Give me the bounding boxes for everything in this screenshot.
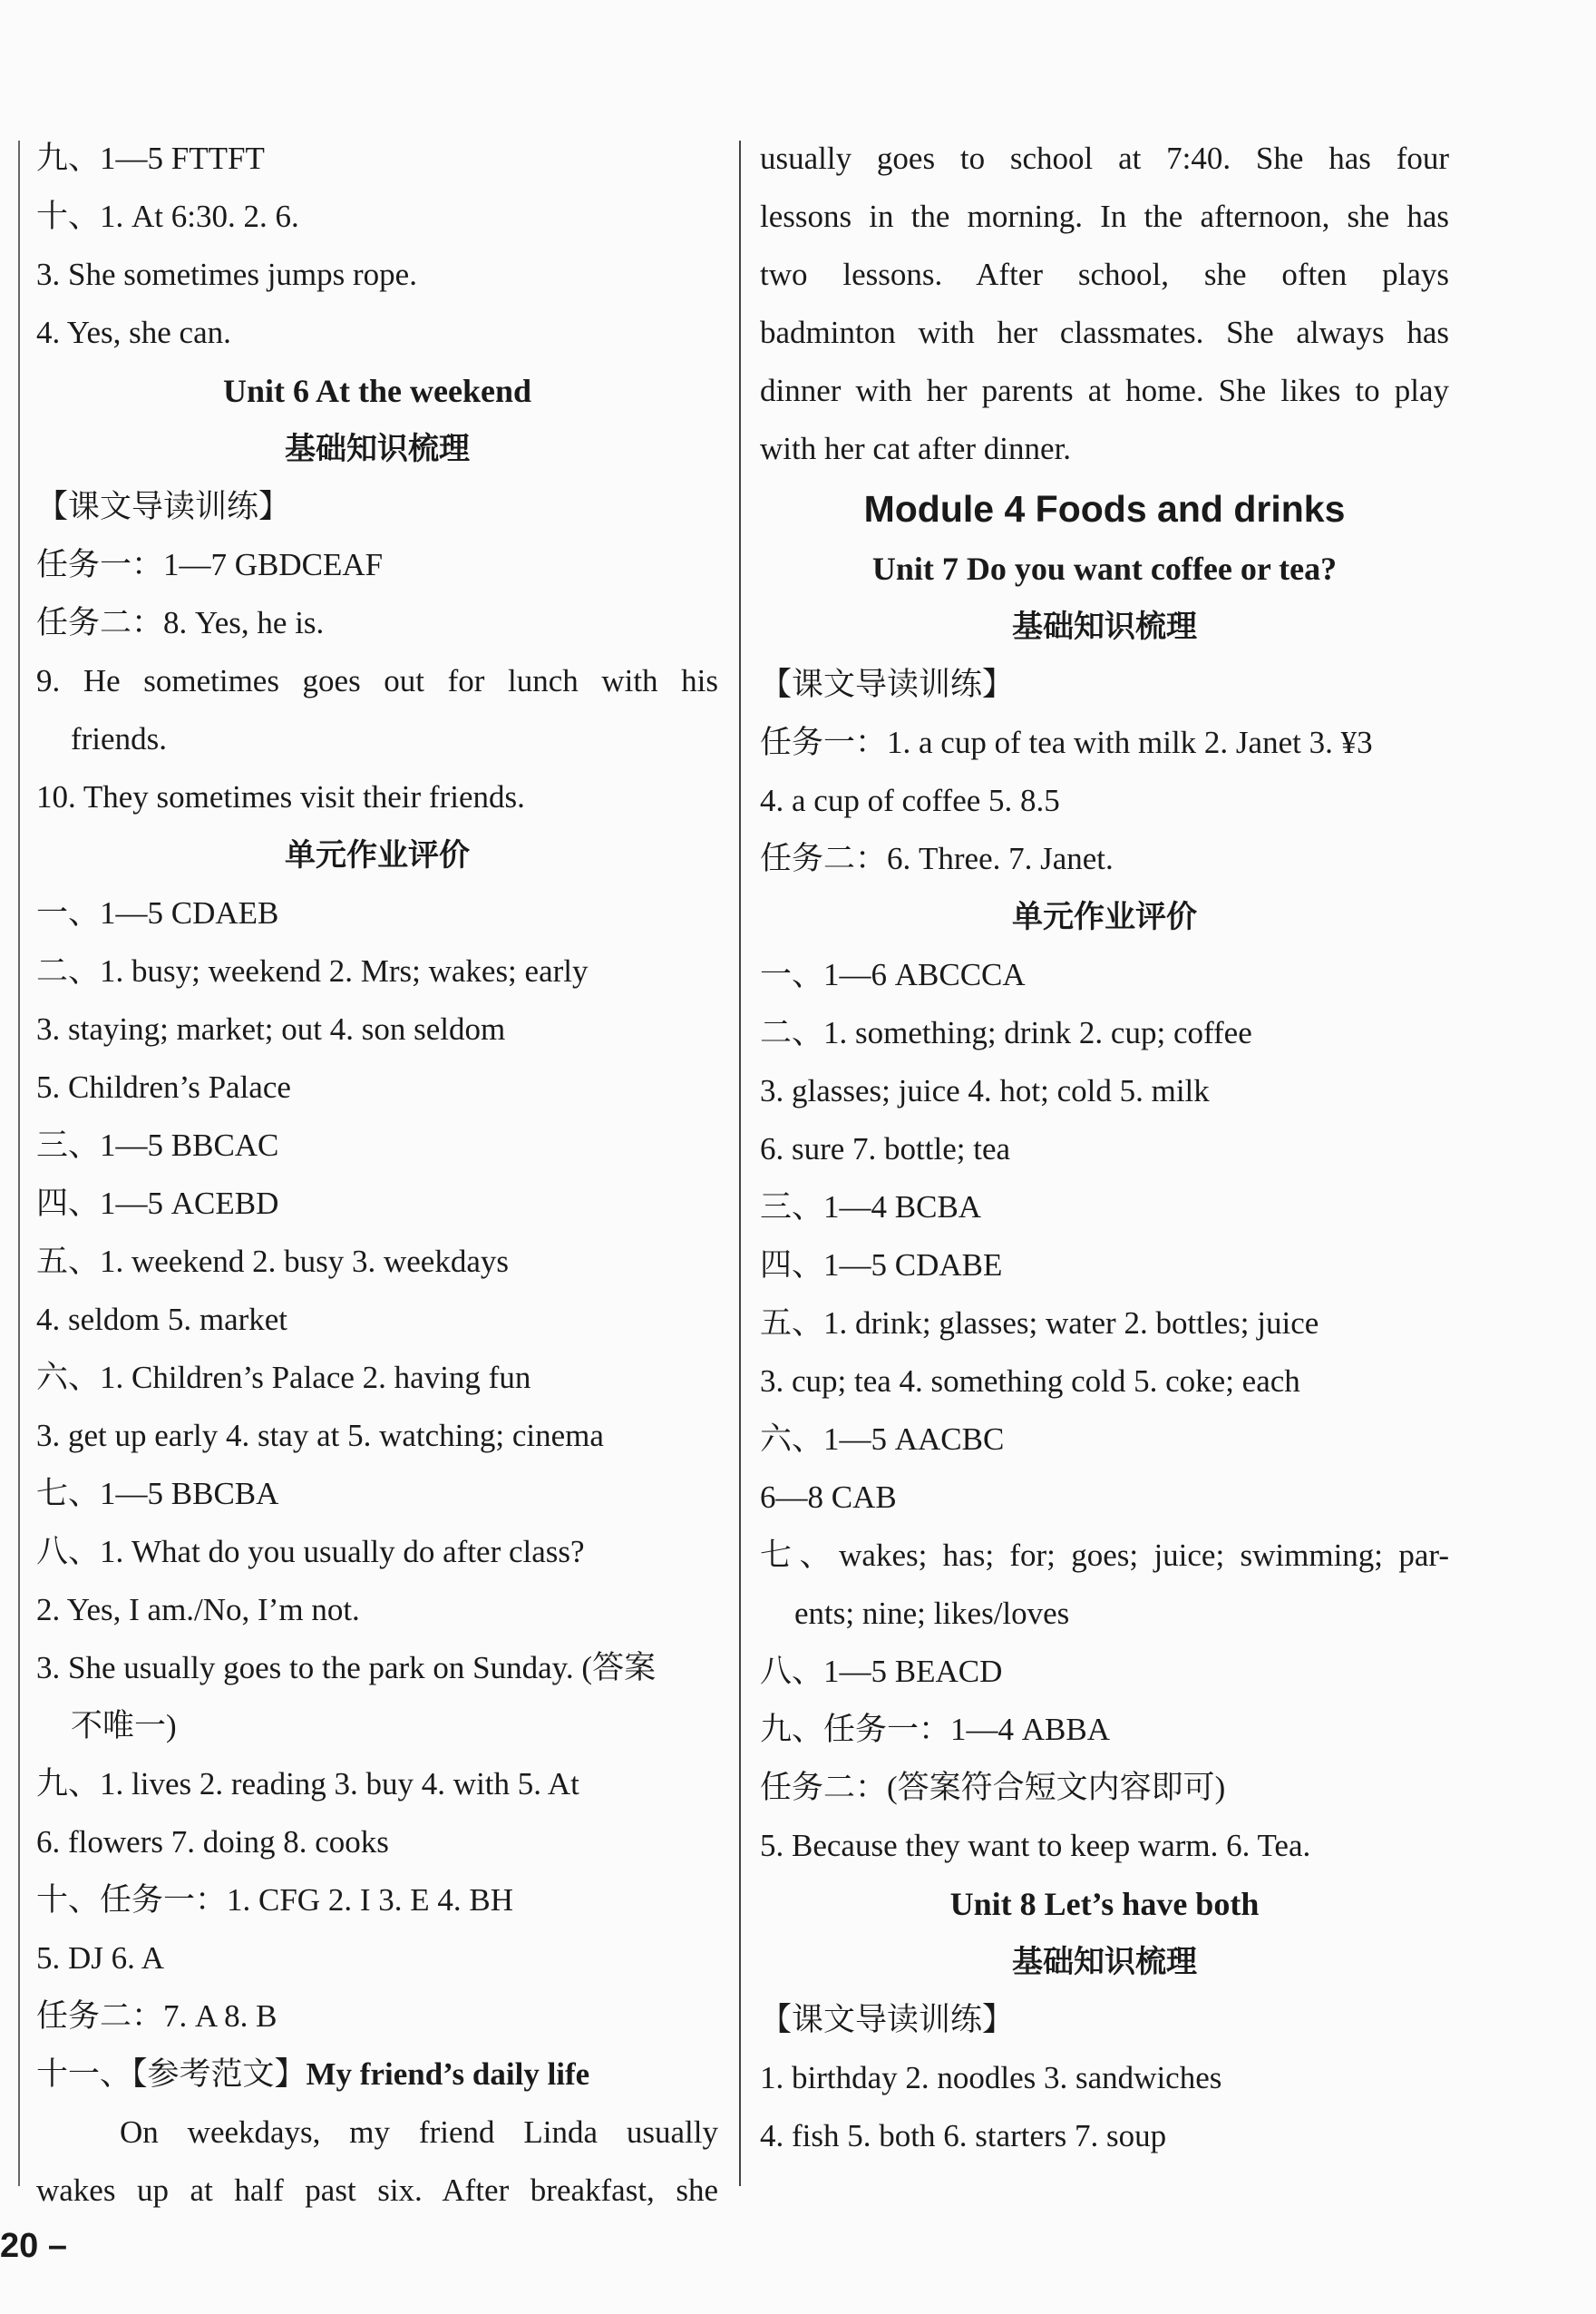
answer-line: 5. Children’s Palace [36, 1069, 291, 1105]
answer-line: 任务二：6. Three. 7. Janet. [760, 841, 1114, 876]
answer-line: 九、任务一：1—4 ABBA [760, 1712, 1110, 1747]
answer-line: 七、1—5 BBCBA [36, 1476, 279, 1511]
unit-7-heading: Unit 7 Do you want coffee or tea? [871, 551, 1338, 587]
answer-line: 任务二：7. A 8. B [36, 1998, 277, 2034]
answer-line: 七、wakes; has; for; goes; juice; swimming; par- [760, 1538, 1449, 1573]
section-heading-basic: 基础知识梳理 [285, 431, 470, 467]
answer-line: 四、1—5 ACEBD [36, 1186, 279, 1221]
answer-line: 3. She sometimes jumps rope. [36, 257, 417, 292]
module-4-heading: Module 4 Foods and drinks [863, 488, 1346, 530]
answer-line: 6. sure 7. bottle; tea [760, 1131, 1011, 1167]
answer-line: friends. [71, 721, 167, 757]
answer-line: 3. cup; tea 4. something cold 5. coke; each [760, 1363, 1300, 1399]
essay-line: two lessons. After school, she often plays [760, 257, 1449, 292]
answer-line: 5. Because they want to keep warm. 6. Tea. [760, 1828, 1311, 1863]
answer-line: 任务二：(答案符合短文内容即可) [760, 1770, 1226, 1805]
answer-line: ents; nine; likes/loves [794, 1596, 1070, 1631]
answer-line: 五、1. drink; glasses; water 2. bottles; juice [760, 1305, 1319, 1341]
section-heading-eval: 单元作业评价 [285, 837, 470, 874]
unit-6-heading: Unit 6 At the weekend [223, 373, 531, 409]
answer-line: 三、1—4 BCBA [760, 1189, 982, 1225]
answer-line: 四、1—5 CDABE [760, 1247, 1003, 1283]
answer-line: 十、1. At 6:30. 2. 6. [36, 199, 299, 234]
answer-line: 4. seldom 5. market [36, 1302, 288, 1337]
answer-line: 3. She usually goes to the park on Sunday. (答案 [36, 1650, 657, 1685]
essay-title: My friend’s daily life [306, 2056, 590, 2092]
answer-line: 2. Yes, I am./No, I’m not. [36, 1592, 360, 1627]
answer-line: 八、1. What do you usually do after class? [36, 1534, 585, 1569]
essay-line: lessons in the morning. In the afternoon, she has [760, 199, 1449, 234]
answer-line: 不唯一) [71, 1708, 177, 1743]
essay-heading [36, 2045, 718, 2104]
answer-line: 二、1. something; drink 2. cup; coffee [760, 1015, 1252, 1050]
answer-line: 5. DJ 6. A [36, 1940, 164, 1976]
essay-line: On weekdays, my friend Linda usually [120, 2114, 718, 2150]
section-heading-eval: 单元作业评价 [1012, 899, 1197, 935]
answer-line: 6—8 CAB [760, 1479, 897, 1515]
essay-prefix: 十一、【参考范文】 [36, 2056, 307, 2092]
answer-line: 3. glasses; juice 4. hot; cold 5. milk [760, 1073, 1210, 1108]
answer-line: 9. He sometimes goes out for lunch with his [36, 663, 718, 698]
essay-line: badminton with her classmates. She always has [760, 315, 1449, 350]
answer-line: 6. flowers 7. doing 8. cooks [36, 1824, 389, 1860]
answer-line: 九、1. lives 2. reading 3. buy 4. with 5. At [36, 1766, 579, 1801]
answer-line: 3. staying; market; out 4. son seldom [36, 1011, 506, 1047]
answer-line: 3. get up early 4. stay at 5. watching; cinema [36, 1418, 604, 1453]
answer-line: 4. a cup of coffee 5. 8.5 [760, 783, 1060, 818]
answer-line: 任务一：1—7 GBDCEAF [36, 547, 384, 582]
unit-8-heading: Unit 8 Let’s have both [949, 1886, 1260, 1922]
answer-line: 九、1—5 FTTFT [36, 141, 265, 176]
answer-line: 五、1. weekend 2. busy 3. weekdays [36, 1244, 510, 1279]
column-divider [739, 141, 741, 2186]
answer-line: 二、1. busy; weekend 2. Mrs; wakes; early [36, 953, 589, 989]
essay-line: with her cat after dinner. [760, 431, 1072, 466]
left-column [36, 130, 718, 2220]
section-label: 【课文导读训练】 [760, 2002, 1015, 2037]
essay-line: usually goes to school at 7:40. She has four [760, 141, 1449, 176]
page-number: 20 – [0, 2227, 67, 2265]
essay-line: wakes up at half past six. After breakfast, she [36, 2172, 718, 2208]
answer-line: 1. birthday 2. noodles 3. sandwiches [760, 2060, 1222, 2095]
section-heading-basic: 基础知识梳理 [1012, 1944, 1197, 1980]
answer-line: 八、1—5 BEACD [760, 1654, 1003, 1689]
answer-line: 任务二：8. Yes, he is. [36, 605, 325, 640]
section-heading-basic: 基础知识梳理 [1012, 609, 1197, 645]
answer-line: 一、1—5 CDAEB [36, 895, 279, 931]
answer-line: 10. They sometimes visit their friends. [36, 779, 525, 815]
essay-line: dinner with her parents at home. She likes to play [760, 373, 1449, 408]
answer-line: 任务一：1. a cup of tea with milk 2. Janet 3. ¥3 [760, 725, 1373, 760]
left-margin-rule [18, 141, 20, 2186]
right-column [760, 130, 1449, 2165]
section-label: 【课文导读训练】 [760, 667, 1015, 702]
answer-line: 一、1—6 ABCCCA [760, 957, 1026, 992]
answer-line: 六、1—5 AACBC [760, 1421, 1005, 1457]
answer-line: 4. fish 5. both 6. starters 7. soup [760, 2118, 1167, 2153]
answer-line: 十、任务一：1. CFG 2. I 3. E 4. BH [36, 1882, 513, 1918]
answer-line: 4. Yes, she can. [36, 315, 231, 350]
answer-line: 三、1—5 BBCAC [36, 1128, 279, 1163]
answer-line: 六、1. Children’s Palace 2. having fun [36, 1360, 531, 1395]
section-label: 【课文导读训练】 [36, 489, 291, 524]
